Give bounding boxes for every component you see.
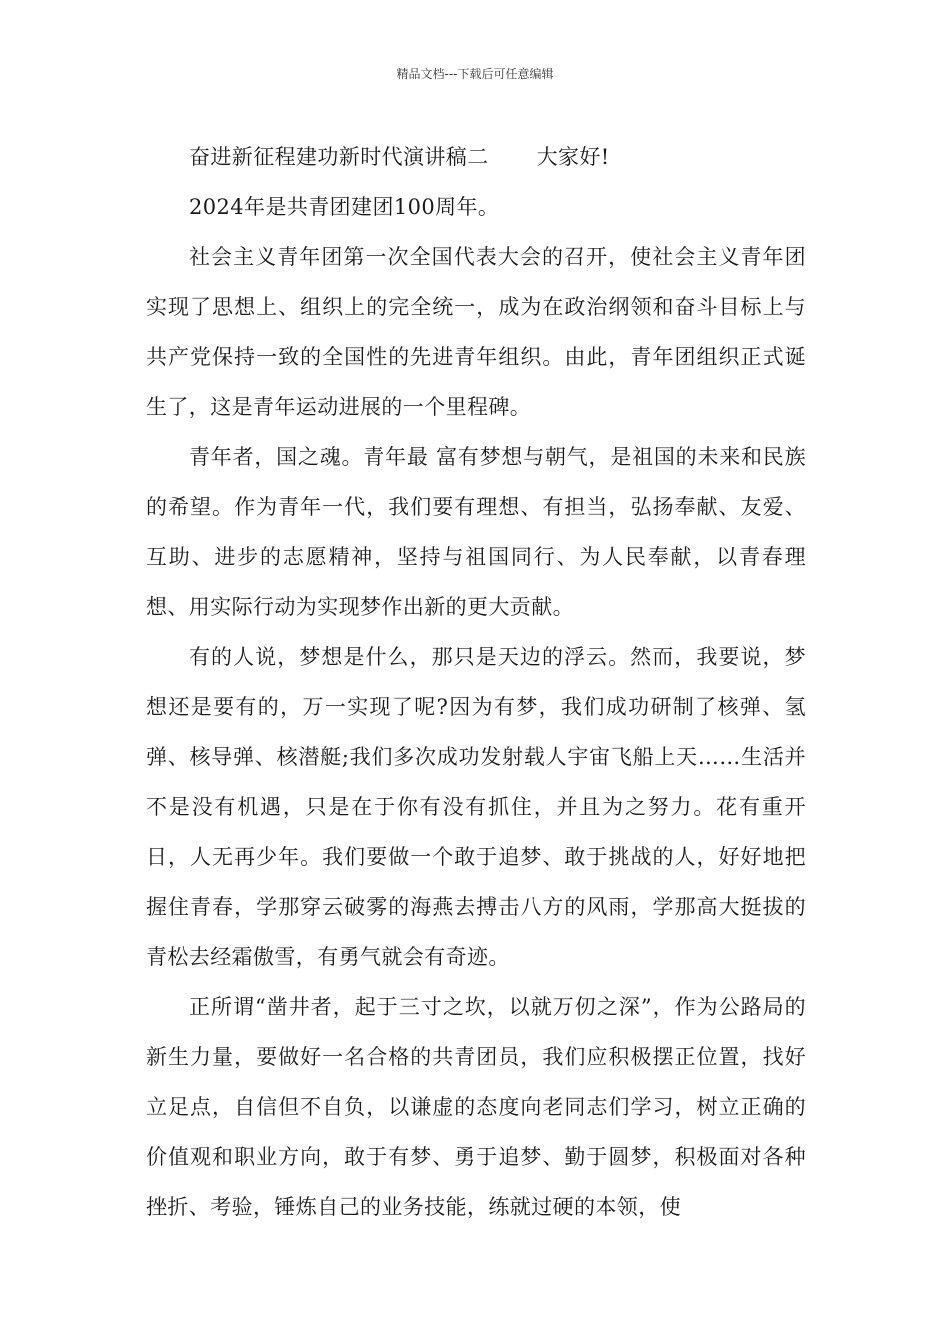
paragraph-5: 正所谓“凿井者，起于三寸之坎，以就万仞之深”，作为公路局的新生力量，要做好一名合格的共青团员，我们应积极摆正位置，找好立足点，自信但不自负，以谦虚的态度向老同志们学习，树立正确的价值观和职业方向，敢于有梦、勇于追梦、勤于圆梦，积极面对各种挫折、考验，锤炼自己的业务技能，练就过硬的本领，使: [146, 995, 806, 1219]
document-title: 奋进新征程建功新时代演讲稿二: [189, 145, 489, 169]
paragraph-1: 2024年是共青团建团100周年。: [189, 195, 500, 219]
document-body: [146, 132, 806, 1232]
title-line: [146, 132, 806, 182]
page-header: 精品文档---下载后可任意编辑: [396, 67, 554, 81]
paragraph-3: 青年者，国之魂。青年最 富有梦想与朝气，是祖国的未来和民族的希望。作为青年一代，我们要有理想、有担当，弘扬奉献、友爱、互助、进步的志愿精神，坚持与祖国同行、为人民奉献，以青春理想、用实际行动为实现梦作出新的更大贡献。: [146, 445, 806, 619]
greeting: 大家好!: [536, 145, 610, 169]
paragraph-4: 有的人说，梦想是什么，那只是天边的浮云。然而，我要说，梦想还是要有的，万一实现了呢?因为有梦，我们成功研制了核弹、氢弹、核导弹、核潜艇;我们多次成功发射载人宇宙飞船上天……生活并不是没有机遇，只是在于你有没有抓住，并且为之努力。花有重开日，人无再少年。我们要做一个敢于追梦、敢于挑战的人，好好地把握住青春，学那穿云破雾的海燕去搏击八方的风雨，学那高大挺拔的青松去经霜傲雪，有勇气就会有奇迹。: [146, 645, 806, 969]
paragraph-2: 社会主义青年团第一次全国代表大会的召开，使社会主义青年团实现了思想上、组织上的完全统一，成为在政治纲领和奋斗目标上与共产党保持一致的全国性的先进青年组织。由此，青年团组织正式诞生了，这是青年运动进展的一个里程碑。: [146, 245, 806, 419]
